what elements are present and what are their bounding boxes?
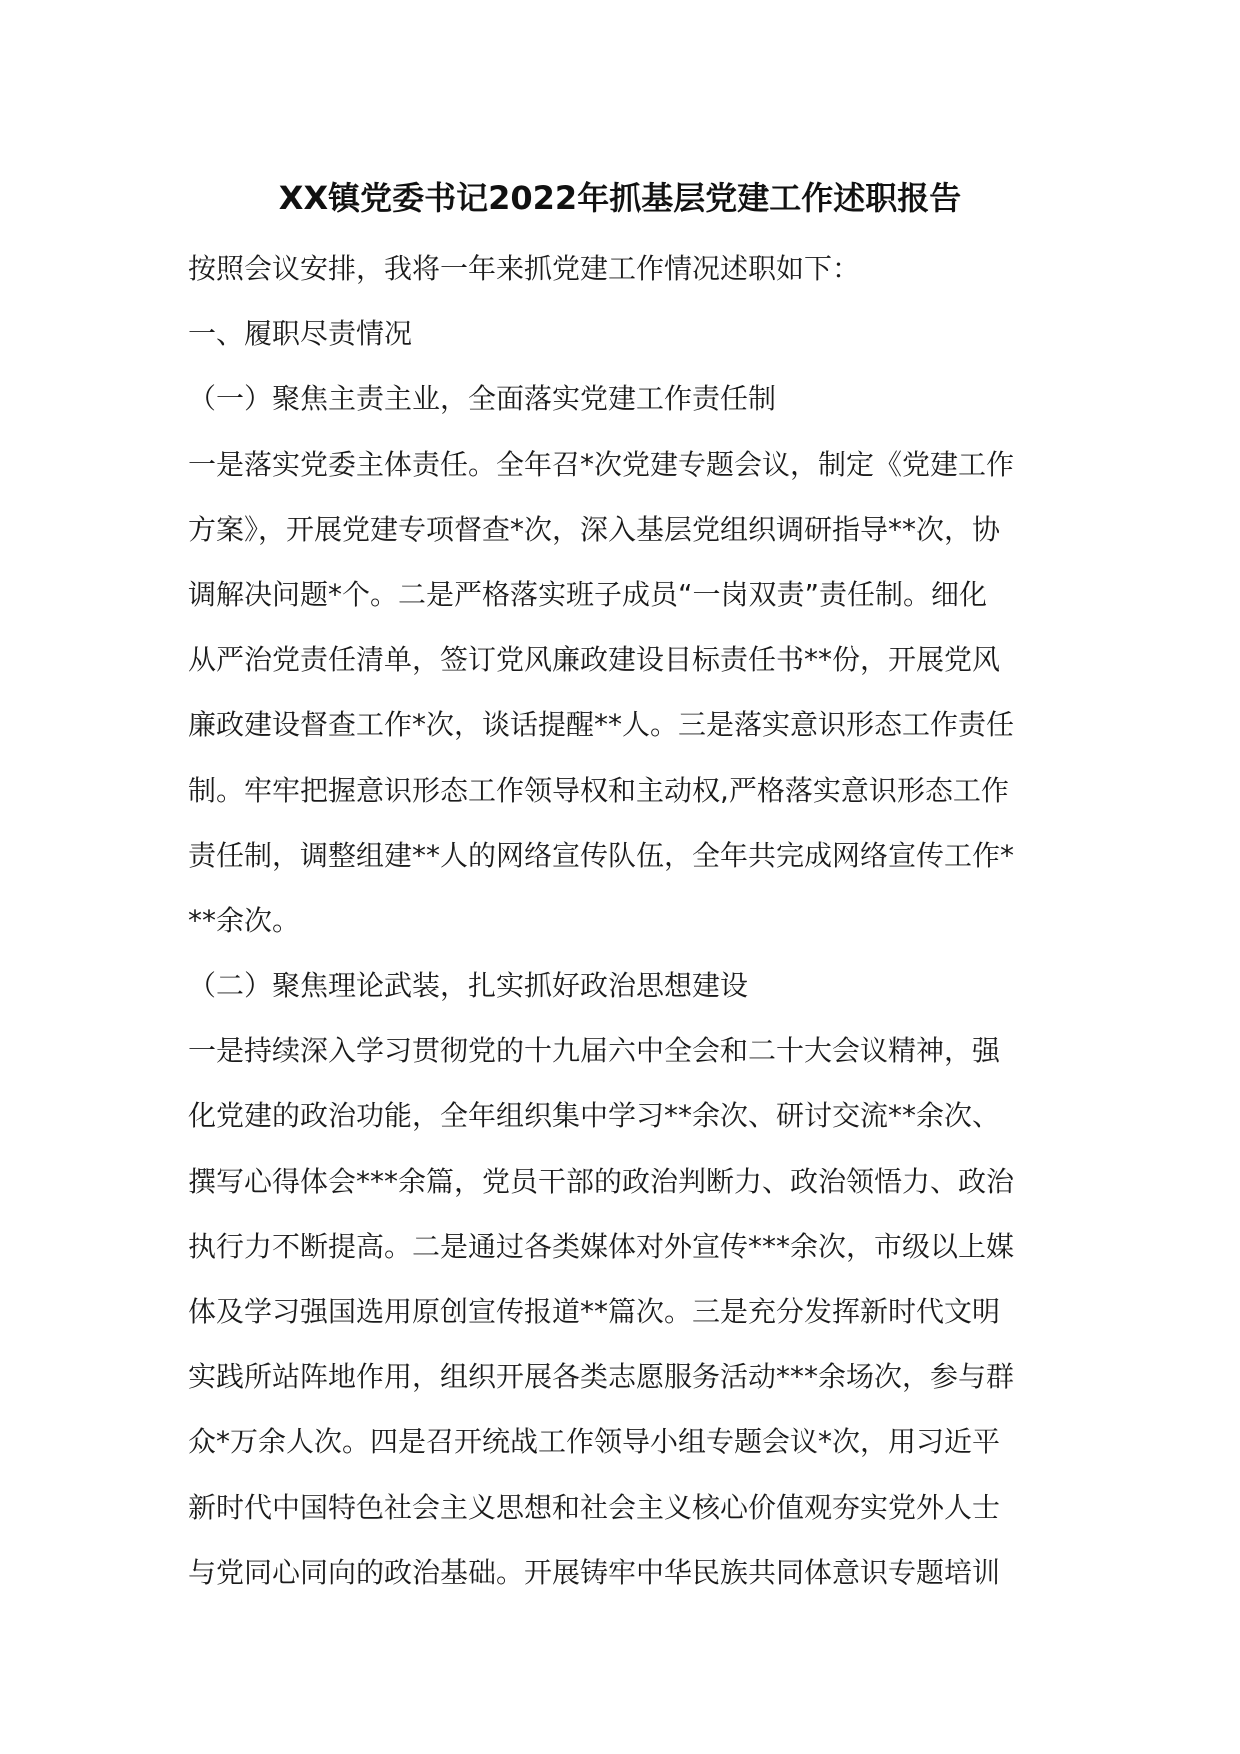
paragraph-line: 廉政建设督查工作*次，谈话提醒**人。三是落实意识形态工作责任 [188,708,1015,742]
paragraph-line: 众*万余人次。四是召开统战工作领导小组专题会议*次，用习近平 [188,1425,1001,1459]
subsection-heading: （一）聚焦主责主业，全面落实党建工作责任制 [188,382,777,416]
paragraph-line: 实践所站阵地作用，组织开展各类志愿服务活动***余场次，参与群 [188,1360,1015,1394]
subsection-heading: （二）聚焦理论武装，扎实抓好政治思想建设 [188,969,749,1003]
paragraph-line: 从严治党责任清单，签订党风廉政建设目标责任书**份，开展党风 [188,643,1001,677]
paragraph-line: 一是落实党委主体责任。全年召*次党建专题会议，制定《党建工作 [188,447,1015,481]
paragraph-line: 执行力不断提高。二是通过各类媒体对外宣传***余次，市级以上媒 [188,1229,1015,1263]
paragraph-line: 责任制，调整组建**人的网络宣传队伍，全年共完成网络宣传工作* [188,838,1015,872]
intro-line: 按照会议安排，我将一年来抓党建工作情况述职如下： [188,252,861,285]
paragraph-line: 新时代中国特色社会主义思想和社会主义核心价值观夯实党外人士 [188,1490,1001,1524]
paragraph-line: 调解决问题*个。二是严格落实班子成员“一岗双责”责任制。细化 [188,577,988,611]
paragraph-line: 化党建的政治功能，全年组织集中学习**余次、研讨交流**余次、 [188,1099,1001,1133]
paragraph-line: 方案》，开展党建专项督查*次，深入基层党组织调研指导**次，协 [188,512,1001,546]
paragraph-line: 体及学习强国选用原创宣传报道**篇次。三是充分发挥新时代文明 [188,1295,1001,1328]
section-heading: 一、履职尽责情况 [188,317,413,351]
paragraph-line: 与党同心同向的政治基础。开展铸牢中华民族共同体意识专题培训 [188,1555,1001,1589]
paragraph-line: **余次。 [188,903,301,937]
paragraph-line: 制。牢牢把握意识形态工作领导权和主动权,严格落实意识形态工作 [188,773,1009,807]
document-title: XX镇党委书记2022年抓基层党建工作述职报告 [278,179,962,217]
paragraph-line: 一是持续深入学习贯彻党的十九届六中全会和二十大会议精神，强 [188,1034,1001,1068]
document-body [188,236,1058,1605]
paragraph-line: 撰写心得体会***余篇，党员干部的政治判断力、政治领悟力、政治 [188,1164,1015,1198]
